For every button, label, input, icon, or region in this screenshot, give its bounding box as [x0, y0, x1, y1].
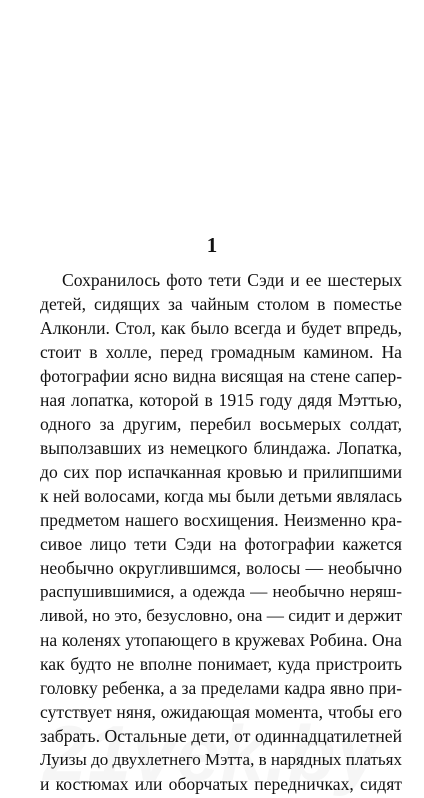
text-line: детей, сидящих за чайным столом в поместье — [40, 294, 402, 314]
text-line: стоит в холле, перед громадным камином. На — [40, 342, 402, 362]
text-line: ливой, но это, безусловно, она — сидит и держит — [40, 606, 402, 625]
body-paragraph — [40, 268, 424, 796]
text-line: предметом нашего восхищения. Неизменно кра- — [40, 510, 402, 530]
text-line: ная лопатка, которой в 1915 году дядя Мэттью, — [40, 390, 402, 410]
text-line: необычно округлившимся, волосы — необычно — [40, 558, 402, 578]
text-line: выползавших из немецкого блиндажа. Лопатка, — [40, 438, 402, 458]
text-line: фотографии ясно видна висящая на стене сапер- — [40, 366, 402, 386]
text-line: сивое лицо тети Сэди на фотографии кажется — [40, 534, 402, 554]
text-line: забрать. Остальные дети, от одиннадцатилетней — [40, 726, 402, 746]
text-line: распушившимися, а одежда — необычно неряш- — [40, 582, 402, 601]
text-line: одного за другим, перебил восьмерых солдат, — [40, 414, 402, 434]
text-line: к ней волосами, когда мы были детьми являлась — [40, 486, 402, 506]
text-line: сутствует няня, ожидающая момента, чтобы его — [40, 702, 402, 722]
text-line: головку ребенка, а за пределами кадра явно при- — [40, 678, 402, 698]
text-line: Луизы до двухлетнего Мэтта, в нарядных платьях — [40, 750, 402, 769]
text-line: на коленях утопающего в кружевах Робина. Она — [40, 630, 402, 650]
chapter-number: 1 — [206, 233, 218, 257]
text-line: Сохранилось фото тети Сэди и ее шестерых — [62, 270, 402, 290]
text-line: Алконли. Стол, как было всегда и будет впредь, — [40, 318, 402, 338]
text-line: как будто не вполне понимает, куда пристроить — [40, 654, 402, 674]
text-line: и костюмах или оборчатых передничках, сидят — [40, 774, 402, 794]
text-line: до сих пор испачканная кровью и прилипшими — [40, 462, 402, 482]
